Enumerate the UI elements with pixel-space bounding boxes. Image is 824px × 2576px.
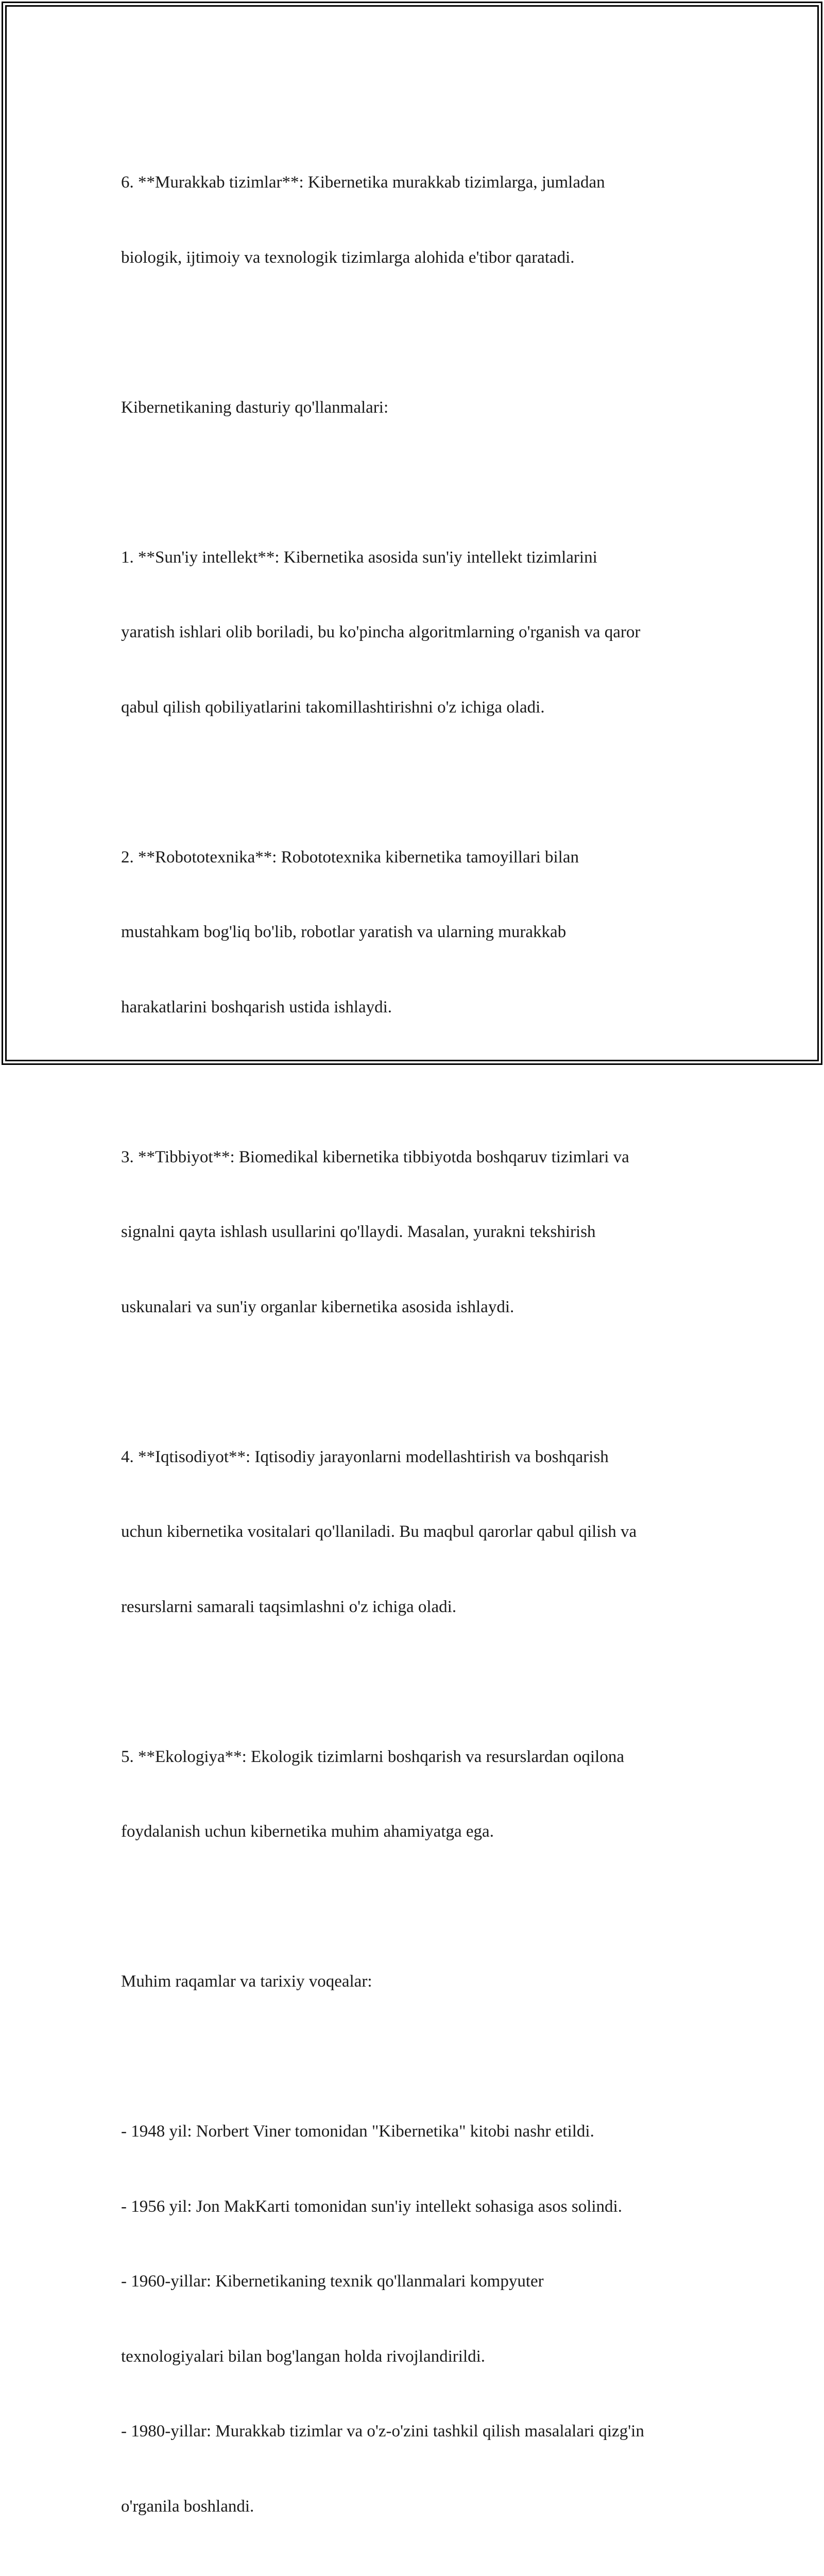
- text-line: 2. **Robototexnika**: Robototexnika kibernetika tamoyillari bilan: [121, 848, 579, 867]
- text-line: qabul qilish qobiliyatlarini takomillashtirishni o'z ichiga oladi.: [121, 698, 545, 717]
- section-heading-applications: [121, 345, 708, 470]
- text-line: foydalanish uchun kibernetika muhim ahamiyatga ega.: [121, 1822, 494, 1841]
- section-heading-history: [121, 1919, 708, 2044]
- text-line: resurslarni samarali taqsimlashni o'z ichiga oladi.: [121, 1597, 457, 1616]
- document-body: [121, 120, 708, 2576]
- history-list: [121, 2069, 708, 2569]
- text-line: biologik, ijtimoiy va texnologik tizimlarga alohida e'tibor qaratadi.: [121, 248, 575, 267]
- list-item: - 1956 yil: Jon MakKarti tomonidan sun'iy intellekt sohasiga asos solindi.: [121, 2197, 622, 2216]
- paragraph-robotics: [121, 795, 708, 1070]
- text-line: 6. **Murakkab tizimlar**: Kibernetika murakkab tizimlarga, jumladan: [121, 173, 605, 192]
- list-item: - 1948 yil: Norbert Viner tomonidan "Kibernetika" kitobi nashr etildi.: [121, 2122, 594, 2141]
- paragraph-medicine: [121, 1095, 708, 1370]
- list-item-continuation: o'rganila boshlandi.: [121, 2497, 254, 2516]
- paragraph-economics: [121, 1395, 708, 1670]
- text-line: yaratish ishlari olib boriladi, bu ko'pincha algoritmlarning o'rganish va qaror: [121, 623, 641, 641]
- text-line: signalni qayta ishlash usullarini qo'llaydi. Masalan, yurakni tekshirish: [121, 1223, 596, 1241]
- list-item: - 1980-yillar: Murakkab tizimlar va o'z-o'zini tashkil qilish masalalari qizg'in: [121, 2422, 644, 2441]
- paragraph-ecology: [121, 1694, 708, 1894]
- text-line: 3. **Tibbiyot**: Biomedikal kibernetika tibbiyotda boshqaruv tizimlari va: [121, 1147, 629, 1166]
- text-line: 5. **Ekologiya**: Ekologik tizimlarni boshqarish va resurslardan oqilona: [121, 1747, 624, 1766]
- text-line: Muhim raqamlar va tarixiy voqealar:: [121, 1972, 372, 1991]
- paragraph-complex-systems: [121, 120, 708, 320]
- text-line: 4. **Iqtisodiyot**: Iqtisodiy jarayonlarni modellashtirish va boshqarish: [121, 1447, 609, 1466]
- text-line: harakatlarini boshqarish ustida ishlaydi.: [121, 997, 392, 1016]
- text-line: uskunalari va sun'iy organlar kibernetika asosida ishlaydi.: [121, 1297, 514, 1316]
- text-line: 1. **Sun'iy intellekt**: Kibernetika asosida sun'iy intellekt tizimlarini: [121, 548, 597, 567]
- text-line: uchun kibernetika vositalari qo'llaniladi. Bu maqbul qarorlar qabul qilish va: [121, 1522, 637, 1541]
- text-line: Kibernetikaning dasturiy qo'llanmalari:: [121, 398, 389, 417]
- list-item: - 1960-yillar: Kibernetikaning texnik qo'llanmalari kompyuter: [121, 2272, 544, 2291]
- list-item-continuation: texnologiyalari bilan bog'langan holda rivojlandirildi.: [121, 2347, 486, 2366]
- text-line: mustahkam bog'liq bo'lib, robotlar yaratish va ularning murakkab: [121, 923, 566, 941]
- paragraph-artificial-intelligence: [121, 495, 708, 770]
